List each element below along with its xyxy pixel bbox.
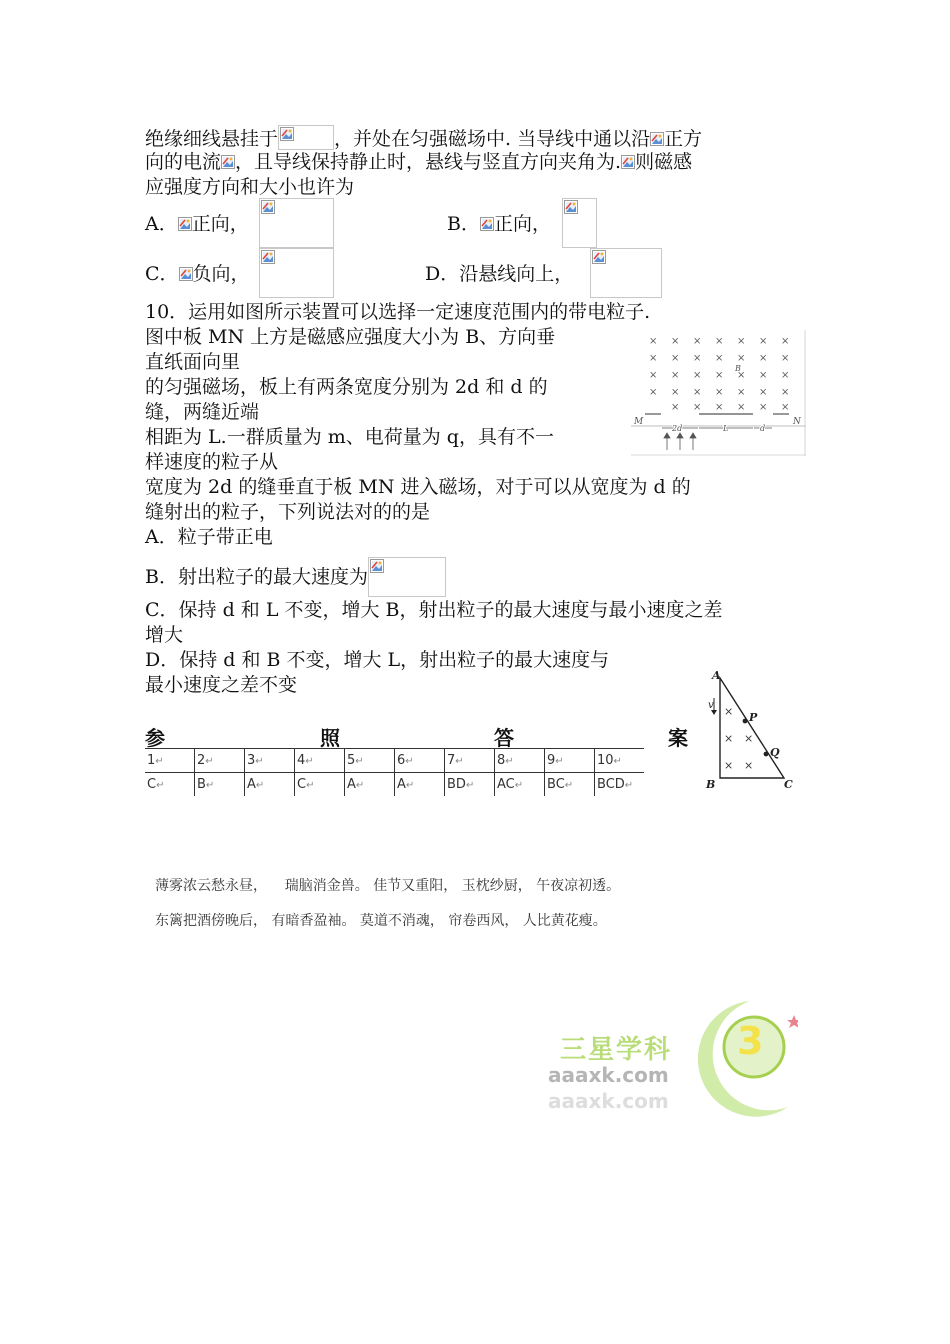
q10-line: 宽度为 2d 的缝垂直于板 MN 进入磁场，对于可以从宽度为 d 的 [145, 476, 691, 498]
field-cross: × [781, 336, 790, 347]
field-cross: × [737, 387, 746, 398]
broken-image-icon [564, 200, 578, 214]
answer-heading-char: 参 [145, 726, 165, 750]
label-d: d [760, 424, 766, 433]
field-cross: × [649, 387, 658, 398]
option-text: 负向， [192, 263, 250, 285]
svg-text:×: × [724, 759, 734, 772]
q10-line: 样速度的粒子从 [145, 451, 279, 473]
answer-value-cell: BCD↵ [595, 773, 645, 797]
field-crosses [649, 336, 789, 413]
q9-line2 [145, 150, 692, 175]
field-cross: × [693, 387, 702, 398]
answer-heading-char: 案 [668, 726, 688, 750]
q9-option-b [447, 212, 551, 237]
formula-image-placeholder [562, 198, 597, 248]
answer-value-cell: C↵ [295, 773, 345, 797]
field-cross: × [759, 402, 768, 413]
label-p: P [749, 711, 758, 724]
q9-line1 [145, 125, 702, 152]
field-cross: × [737, 353, 746, 364]
svg-text:×: × [744, 732, 754, 745]
field-cross: × [737, 370, 746, 381]
answer-heading-char: 答 [494, 726, 514, 750]
broken-image-icon [221, 155, 235, 169]
option-text: 正向， [493, 213, 551, 235]
magnetic-field-plate-figure [631, 330, 806, 456]
q9-text: 向的电流 [145, 151, 222, 173]
field-cross: × [781, 353, 790, 364]
q10-option-a: A．粒子带正电 [145, 526, 273, 548]
watermark-brand: 三星学科 [560, 1035, 673, 1065]
broken-image-icon [592, 250, 606, 264]
svg-text:×: × [724, 705, 734, 718]
field-cross: × [671, 370, 680, 381]
q10-option-d: D．保持 d 和 B 不变，增大 L，射出粒子的最大速度与 [145, 649, 610, 671]
answer-value-cell: BC↵ [545, 773, 595, 797]
field-cross: × [759, 370, 768, 381]
answer-value-cell: BD↵ [445, 773, 495, 797]
q9-text: ，且导线保持静止时，悬线与竖直方向夹角为. [235, 151, 622, 173]
incoming-particle-arrows [664, 433, 696, 450]
answer-number-cell: 6↵ [395, 749, 445, 773]
answer-value-cell: AC↵ [495, 773, 545, 797]
field-cross: × [649, 336, 658, 347]
answer-number-cell: 3↵ [245, 749, 295, 773]
q10-option-c: C．保持 d 和 L 不变，增大 B，射出粒子的最大速度与最小速度之差 [145, 599, 723, 621]
point-p [743, 719, 748, 724]
q10-option-b [145, 557, 446, 597]
field-cross: × [671, 336, 680, 347]
q10-line: 相距为 L.一群质量为 m、电荷量为 q，具有不一 [145, 426, 554, 448]
answer-number-cell: 10↵ [595, 749, 645, 773]
answer-number-cell: 4↵ [295, 749, 345, 773]
formula-image-placeholder [278, 125, 334, 150]
option-label: B． [447, 213, 480, 235]
answer-number-cell: 8↵ [495, 749, 545, 773]
broken-image-icon [179, 267, 193, 281]
field-cross: × [649, 353, 658, 364]
option-label: A． [145, 213, 178, 235]
label-v: v [708, 700, 714, 711]
answer-number-cell: 2↵ [195, 749, 245, 773]
field-cross: × [781, 370, 790, 381]
q9-text: 绝缘细线悬挂于 [145, 128, 279, 150]
field-cross: × [759, 387, 768, 398]
svg-text:×: × [724, 732, 734, 745]
poem-line: 东篱把酒傍晚后， 有暗香盈袖。 莫道不消魂， 帘卷西风， 人比黄花瘦。 [155, 913, 607, 929]
field-cross: × [781, 387, 790, 398]
option-text: 沿悬线向上， [459, 263, 574, 285]
label-2d: 2d [672, 424, 683, 433]
broken-image-icon [621, 155, 635, 169]
label-n: N [793, 417, 801, 427]
field-cross: × [737, 336, 746, 347]
option-label: D． [425, 263, 460, 285]
answer-value-cell: C↵ [147, 777, 165, 792]
field-cross: × [715, 370, 724, 381]
answer-number-cell: 7↵ [445, 749, 495, 773]
answer-number-cell: 5↵ [345, 749, 395, 773]
broken-image-icon [261, 200, 275, 214]
q9-text: ，并处在匀强磁场中. 当导线中通以沿 [334, 128, 651, 150]
watermark-logo [540, 995, 810, 1125]
option-text: B．射出粒子的最大速度为 [145, 566, 368, 588]
answer-value-cell: A↵ [345, 773, 395, 797]
answer-number-cell: 9↵ [545, 749, 595, 773]
q10-line: 缝射出的粒子，下列说法对的的是 [145, 501, 431, 523]
watermark-digit: 3 [737, 1019, 764, 1063]
formula-image-placeholder [259, 248, 334, 298]
answer-value-cell: A↵ [245, 773, 295, 797]
field-cross: × [649, 370, 658, 381]
field-cross: × [693, 402, 702, 413]
answer-number-cell: 1↵ [145, 749, 195, 773]
triangle-field-figure [700, 668, 800, 792]
answer-value-cell: B↵ [195, 773, 245, 797]
field-cross: × [781, 402, 790, 413]
label-c: C [784, 778, 793, 791]
star-icon [787, 1015, 798, 1028]
field-cross: × [693, 370, 702, 381]
q10-line: 10．运用如图所示装置可以选择一定速度范围内的带电粒子. [145, 301, 651, 323]
field-cross: × [693, 353, 702, 364]
watermark-url: aaaxk.com [548, 1063, 669, 1087]
q9-text: 正方 [664, 128, 703, 150]
field-cross: × [715, 402, 724, 413]
watermark-url-reflection: aaaxk.com [548, 1089, 669, 1113]
q9-option-c [145, 262, 250, 287]
answer-heading-char: 照 [320, 726, 340, 750]
field-cross: × [715, 336, 724, 347]
option-text: 正向， [191, 213, 249, 235]
label-a: A [712, 669, 721, 682]
broken-image-icon [178, 217, 192, 231]
q10-line: 的匀强磁场，板上有两条宽度分别为 2d 和 d 的 [145, 376, 548, 398]
field-cross: × [759, 336, 768, 347]
label-m: M [634, 417, 644, 427]
label-l: L [723, 424, 729, 433]
answer-number-row [145, 749, 644, 773]
formula-image-placeholder [368, 557, 446, 597]
poem-line: 薄雾浓云愁永昼， 瑞脑消金兽。 佳节又重阳， 玉枕纱厨， 午夜凉初透。 [155, 878, 621, 894]
q9-text: 则磁感 [635, 151, 693, 173]
q10-line: 缝，两缝近端 [145, 401, 260, 423]
field-cross: × [671, 402, 680, 413]
formula-image-placeholder [259, 198, 334, 248]
label-b: B [706, 778, 716, 791]
q9-option-a [145, 212, 249, 237]
field-cross: × [671, 387, 680, 398]
field-cross: × [671, 353, 680, 364]
field-cross: × [693, 336, 702, 347]
q9-line3: 应强度方向和大小也许为 [145, 176, 355, 198]
label-q: Q [770, 746, 780, 759]
q9-option-d [425, 262, 573, 287]
answer-table [145, 748, 644, 796]
broken-image-icon [280, 127, 294, 141]
broken-image-icon [370, 559, 384, 573]
label-b: B [735, 364, 741, 373]
field-cross: × [715, 387, 724, 398]
field-cross: × [737, 402, 746, 413]
option-label: C． [145, 263, 179, 285]
broken-image-icon [480, 217, 494, 231]
q10-line: 直纸面向里 [145, 351, 241, 373]
point-q [764, 752, 769, 757]
answer-value-cell: A↵ [395, 773, 445, 797]
broken-image-icon [650, 132, 664, 146]
formula-image-placeholder [590, 248, 662, 298]
field-cross: × [759, 353, 768, 364]
broken-image-icon [261, 250, 275, 264]
field-cross: × [715, 353, 724, 364]
q10-line: 图中板 MN 上方是磁感应强度大小为 B、方向垂 [145, 326, 556, 348]
q10-option-c-cont: 增大 [145, 624, 184, 646]
svg-text:×: × [744, 759, 754, 772]
answer-value-row [145, 773, 644, 797]
q10-option-d-cont: 最小速度之差不变 [145, 674, 298, 696]
